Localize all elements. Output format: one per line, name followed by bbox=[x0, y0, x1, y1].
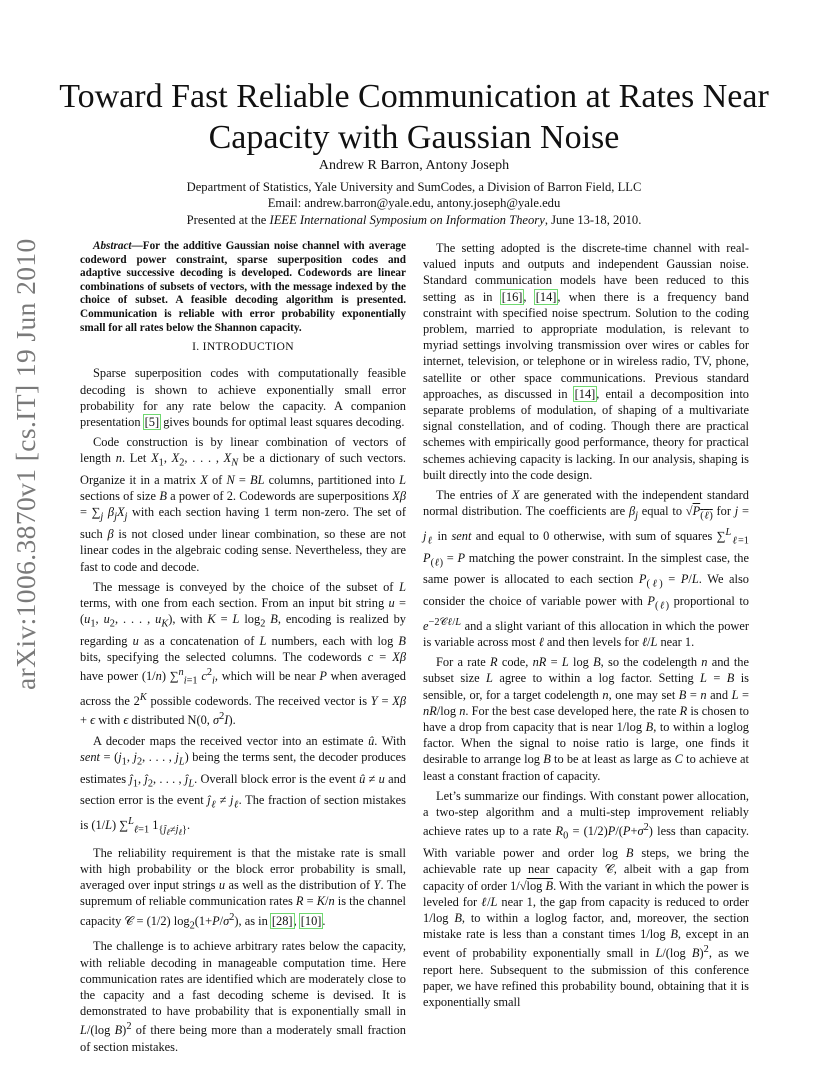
paper-title: Toward Fast Reliable Communication at Rates Near Capacity with Gaussian Noise bbox=[59, 78, 769, 156]
section-heading: I. INTRODUCTION bbox=[192, 340, 294, 354]
affiliation: Department of Statistics, Yale University and SumCodes, a Division of Barron Field, LLC bbox=[186, 180, 642, 194]
presented-line: Presented at the IEEE International Symposium on Information Theory, June 13-18, 2010. bbox=[186, 213, 642, 227]
paragraph: The challenge is to achieve arbitrary rates below the capacity, with reliable decoding in manageable computation time. Here communication rates are identified which are moderately close to the capacity and a fast decoding scheme is devised. It is demonstrated to have probability that is exponentially small in L/(log B)$^2$ of there being more than a moderately small fraction of section mistakes. bbox=[80, 939, 407, 1054]
authors: Andrew R Barron, Antony Joseph bbox=[318, 158, 510, 173]
citation-link[interactable]: [28] bbox=[271, 913, 293, 928]
paragraph: Code construction is by linear combination of vectors of length n. Let $X_1$, $X_2$, . . . , $X_N$ be a dictionary of such vectors. Organize it in a matrix X of N = BL columns, partitioned into L sections of size B a power of 2. Codewords are superpositions $X\beta = \sum_j$ $\beta_jX_j$ with each section having 1 term non-zero. The set of such β is not closed under linear combination, so these are not linear codes in the algebraic coding sense. Nevertheless, they are fast to code and decode. bbox=[80, 435, 406, 574]
paragraph: The message is conveyed by the choice of the subset of L terms, with one from each section. From an input bit string $u = (u_1$, $u_2$, . . . , $u_K$), with K = L $\log_2 B$, encoding is realized by regarding u as a concatenation of L numbers, each with log B bits, specifying the selected columns. The codewords c = Xβ have power (1/n) ∑$^n_{i=1}$ $c^2_i$, which will be near P when averaged across the $2^K$ possible codewords. The received vector is Y = Xβ + ϵ with ϵ distributed N(0, $\sigma^2I$). bbox=[80, 579, 407, 728]
citation-link[interactable]: [14] bbox=[574, 386, 596, 401]
right-column bbox=[423, 240, 749, 1014]
citation-link[interactable]: [5] bbox=[144, 414, 160, 429]
paragraph: A decoder maps the received vector into an estimate û. With sent = ($j_1$, $j_2$, . . . , $j_L$) being the terms sent, the decoder produces estimates $ĵ_1$, $ĵ_2$, . . . , $ĵ_L$. Overall block error is the event û ≠ u and section error is the event $ĵ_\ell \ne j_\ell$. The fraction of section mistakes is (1/L) ∑$^L_{\ell=1}$ $1_{\{ĵ_\ell\ne j_\ell\}}$. bbox=[80, 733, 406, 838]
abstract: Abstract—For the additive Gaussian noise channel with average codeword power constraint, sparse superposition codes and adaptive successive decoding is developed. Codewords are linear combinations of subsets of vectors, with the message indexed by the choice of subset. A feasible decoding algorithm is presented. Communication is reliable with error probability exponentially small for all rates below the Shannon capacity. bbox=[80, 240, 406, 334]
paragraph: The reliability requirement is that the mistake rate is small with high probability or the block error probability is small, averaged over input strings u as well as the distribution of Y. The supremum of reliable communication rates R = K/n is the channel capacity 𝒞 = (1/2) $\log_2(1+P/\sigma^2)$, as in [28], [10]. bbox=[80, 845, 406, 932]
paragraph: Sparse superposition codes with computationally feasible decoding is shown to achieve exponentially small error probability for any rate below the capacity. A companion presentation [5] gives bounds for optimal least squares decoding. bbox=[80, 366, 406, 429]
paragraph: Let’s summarize our findings. With constant power allocation, a two-step algorithm and a multi-step improvement reliably achieve rates up to a rate $R_0 = (1/2)P/(P+\sigma^2)$ less than capacity. With variable power and order log B steps, we bring the achievable rate up near capacity 𝒞, albeit with a gap from capacity of order 1/√log B. With the variant in which the power is leveled for ℓ/L near 1, the gap from capacity is reduced to order 1/log B, to within a loglog factor, and, moreover, the section mistake rate is less than a constant times 1/log B, except in an event of probability exponentially small in L/(log B)$^2$, as we report here. Subsequent to the submission of this conference paper, we have refined this probability bound, obtaining that it is exponentially small bbox=[423, 788, 750, 1010]
citation-link[interactable]: [10] bbox=[300, 913, 322, 928]
paragraph: The entries of X are generated with the independent standard normal distribution. The coefficients are $\beta_j$ equal to $√P_{(\ell)}$ for $j = j_\ell$ in sent and equal to 0 otherwise, with sum of squares ∑$^L_{\ell=1}$ $P_{(\ell)} = P$ matching the power constraint. In the simplest case, the same power is allocated to each section $P_{(\ell)} = P/L$. We also consider the choice of variable power with $P_{(\ell)}$ proportional to $e^{-2𝒞\ell/L}$ and a slight variant of this allocation in which the power is variable across most ℓ and then levels for ℓ/L near 1. bbox=[423, 488, 749, 650]
left-column bbox=[80, 240, 406, 1059]
paragraph: The setting adopted is the discrete-time channel with real-valued inputs and outputs and independent Gaussian noise. Standard communication models have been reduced to this setting as in [16], [14], when there is a frequency band constraint with specified noise spectrum. Solution to the coding problem, married to appropriate modulation, is relevant to myriad settings involving transmission over wires or cables for internet, television, or telephone or in wireless radio, TV, phone, satellite or other space communications. Previous standard approaches, as discussed in [14], entail a decomposition into separate problems of modulation, of shaping of a multivariate signal constellation, and of coding. Though there are practical schemes with empirically good performance, theory for practical schemes achieving capacity is lacking. In our analysis, shaping is built directly into the code design. bbox=[423, 241, 750, 482]
paragraph: For a rate R code, nR = L log B, so the codelength n and the subset size L agree to within a log factor. Setting L = B is sensible, or, for a target codelength n, one may set B = n and L = nR/log n. For the best case developed here, the rate R is chosen to have a drop from capacity that is near 1/log B, to within a loglog factor. When the signal to noise ratio is large, one finds it desirable to arrange log B to be at least as large as C to achieve at least a constant fraction of capacity. bbox=[423, 655, 749, 783]
email-line: Email: andrew.barron@yale.edu, antony.joseph@yale.edu bbox=[267, 196, 561, 210]
citation-link[interactable]: [16] bbox=[501, 289, 523, 304]
citation-link[interactable]: [14] bbox=[535, 289, 557, 304]
